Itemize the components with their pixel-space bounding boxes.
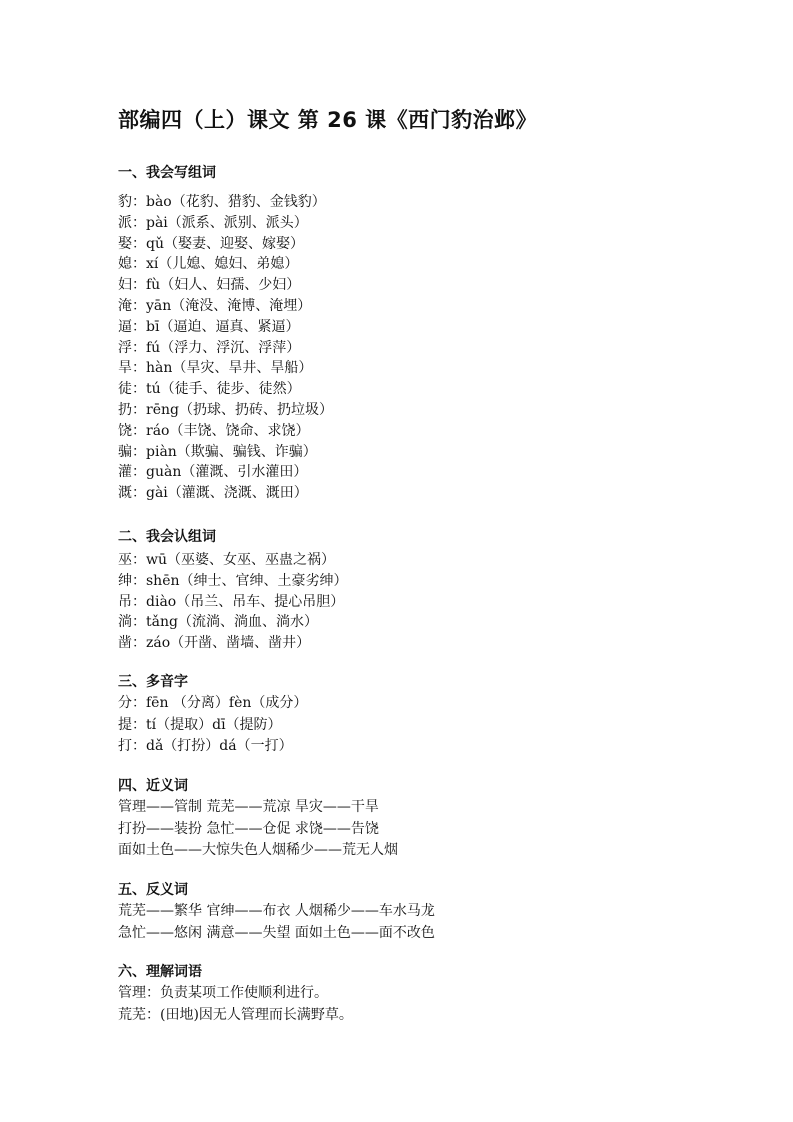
section-recognize-words — [118, 526, 348, 654]
polyphone-entry: 打：dǎ（打扮）dá（一打） — [118, 738, 293, 754]
word-entry: 灌：guàn（灌溉、引水灌田） — [118, 464, 308, 481]
section-polyphones — [118, 671, 307, 758]
word-entry: 饶：ráo（丰饶、饶命、求饶） — [118, 422, 310, 439]
section-heading: 一、我会写组词 — [118, 165, 216, 181]
polyphone-entry: 分：fēn （分离）fèn（成分） — [118, 695, 308, 711]
polyphone-entry: 提：tí（提取）dī（提防） — [118, 716, 282, 733]
word-entry: 媳：xí（儿媳、媳妇、弟媳） — [118, 256, 299, 273]
word-entry: 徒：tú（徒手、徒步、徒然） — [118, 381, 301, 398]
definition-entry: 管理：负责某项工作使顺利进行。 — [118, 985, 328, 1001]
section-heading: 四、近义词 — [118, 778, 188, 794]
word-entry: 旱：hàn（旱灾、旱井、旱船） — [118, 360, 313, 377]
section-word-meanings — [118, 961, 353, 1026]
word-entry: 骗：piàn（欺骗、骗钱、诈骗） — [118, 443, 317, 460]
word-entry: 逼：bī（逼迫、逼真、紧逼） — [118, 318, 300, 335]
section-heading: 五、反义词 — [118, 882, 188, 898]
antonym-row: 急忙——悠闲 满意——失望 面如土色——面不改色 — [118, 924, 435, 941]
section-heading: 三、多音字 — [118, 674, 188, 690]
section-write-words — [118, 162, 333, 504]
word-entry: 凿：záo（开凿、凿墙、凿井） — [118, 635, 311, 652]
synonym-row: 管理——管制 荒芜——荒凉 旱灾——干旱 — [118, 799, 379, 815]
section-antonyms — [118, 879, 435, 944]
word-entry: 吊：diào（吊兰、吊车、提心吊胆） — [118, 593, 345, 610]
word-entry: 扔：rēng（扔球、扔砖、扔垃圾） — [118, 401, 333, 418]
word-entry: 淹：yān（淹没、淹博、淹埋） — [118, 297, 312, 314]
word-entry: 溉：gài（灌溉、浇溉、溉田） — [118, 485, 308, 502]
section-synonyms — [118, 775, 398, 862]
word-entry: 派：pài（派系、派别、派头） — [118, 214, 308, 231]
antonym-row: 荒芜——繁华 官绅——布衣 人烟稀少——车水马龙 — [118, 903, 435, 919]
word-entry: 巫：wū（巫婆、女巫、巫蛊之祸） — [118, 552, 335, 568]
synonym-row: 面如土色——大惊失色人烟稀少——荒无人烟 — [118, 842, 398, 858]
word-entry: 豹：bào（花豹、猎豹、金钱豹） — [118, 194, 326, 210]
word-entry: 淌：tǎng（流淌、淌血、淌水） — [118, 614, 318, 631]
word-entry: 妇：fù（妇人、妇孺、少妇） — [118, 277, 301, 294]
word-entry: 绅：shēn（绅士、官绅、土豪劣绅） — [118, 572, 348, 589]
word-entry: 浮：fú（浮力、浮沉、浮萍） — [118, 339, 301, 356]
section-heading: 二、我会认组词 — [118, 529, 216, 545]
word-entry: 娶：qǔ（娶妻、迎娶、嫁娶） — [118, 235, 304, 252]
definition-entry: 荒芜：(田地)因无人管理而长满野草。 — [118, 1006, 353, 1023]
synonym-row: 打扮——装扮 急忙——仓促 求饶——告饶 — [118, 820, 379, 837]
section-heading: 六、理解词语 — [118, 964, 202, 980]
page-title: 部编四（上）课文 第 26 课《西门豹治邺》 — [118, 108, 538, 132]
